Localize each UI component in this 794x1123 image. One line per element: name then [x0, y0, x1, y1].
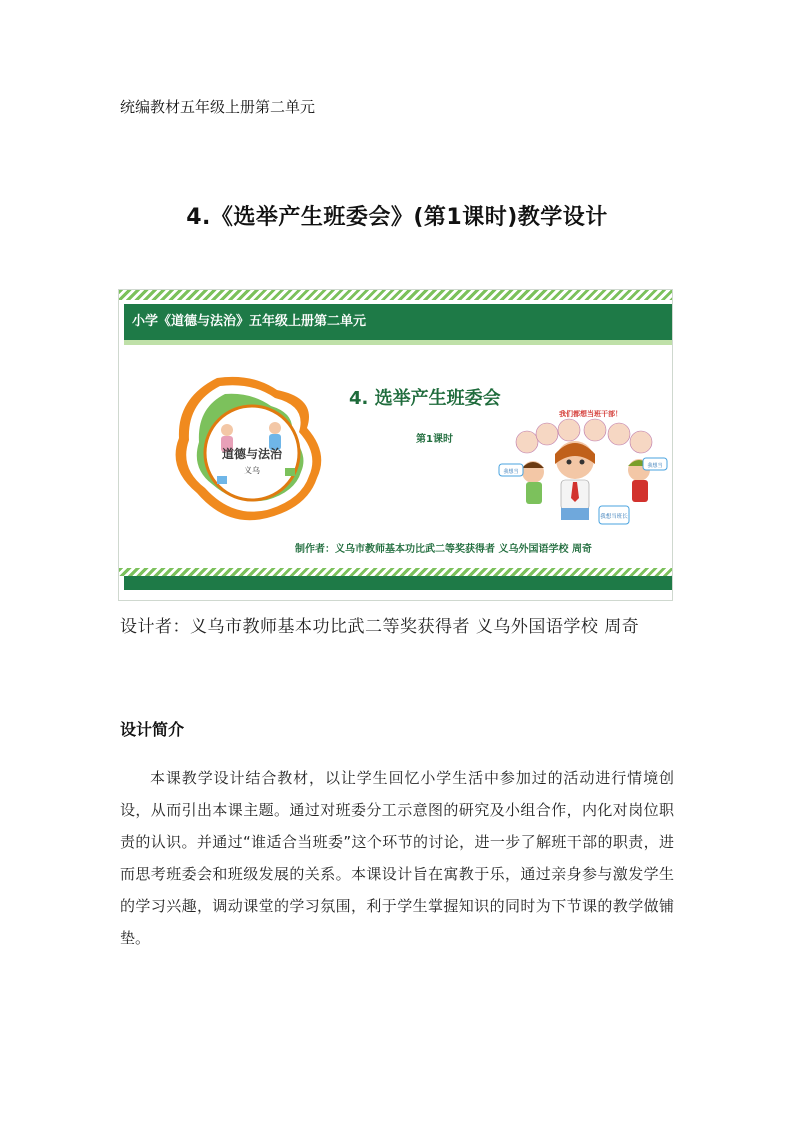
- logo-text: 道德与法治: [221, 447, 283, 461]
- sign-right: 我想当: [647, 463, 663, 469]
- banner-footer: [124, 576, 672, 590]
- students-cartoon: [497, 402, 669, 532]
- sign-bottom: 我想当班长: [600, 514, 628, 520]
- header-note: 统编教材五年级上册第二单元: [120, 98, 316, 116]
- top-stripe: [119, 290, 672, 300]
- lesson-title: 4. 选举产生班委会: [349, 388, 501, 409]
- bottom-stripe: [119, 568, 672, 576]
- textbook-logo: [157, 368, 332, 528]
- banner-header: 小学《道德与法治》五年级上册第二单元: [124, 304, 672, 340]
- sign-left: 我想当: [503, 469, 519, 475]
- lesson-period: 第1课时: [416, 434, 453, 445]
- slide-maker-credit: 制作者：义乌市教师基本功比武二等奖获得者 义乌外国语学校 周奇: [295, 544, 592, 555]
- speech-bubble-text: 我们都想当班干部！: [559, 410, 622, 418]
- header-underline: [124, 340, 672, 345]
- cover-slide-image: [118, 289, 673, 601]
- document-title: 4.《选举产生班委会》(第1课时)教学设计: [186, 205, 608, 230]
- section-heading: 设计简介: [120, 720, 185, 739]
- logo-subtext: 义乌: [244, 466, 260, 475]
- designer-credit: 设计者：义乌市教师基本功比武二等奖获得者 义乌外国语学校 周奇: [120, 617, 640, 637]
- intro-paragraph: 本课教学设计结合教材，以让学生回忆小学生活中参加过的活动进行情境创设，从而引出本课主题。通过对班委分工示意图的研究及小组合作，内化对岗位职责的认识。并通过“谁适合当班委”这个环节的讨论，进一步了解班干部的职责，进而思考班委会和班级发展的关系。本课设计旨在寓教于乐，通过亲身参与激发学生的学习兴趣，调动课堂的学习氛围，利于学生掌握知识的同时为下节课的教学做铺垫。: [120, 769, 674, 947]
